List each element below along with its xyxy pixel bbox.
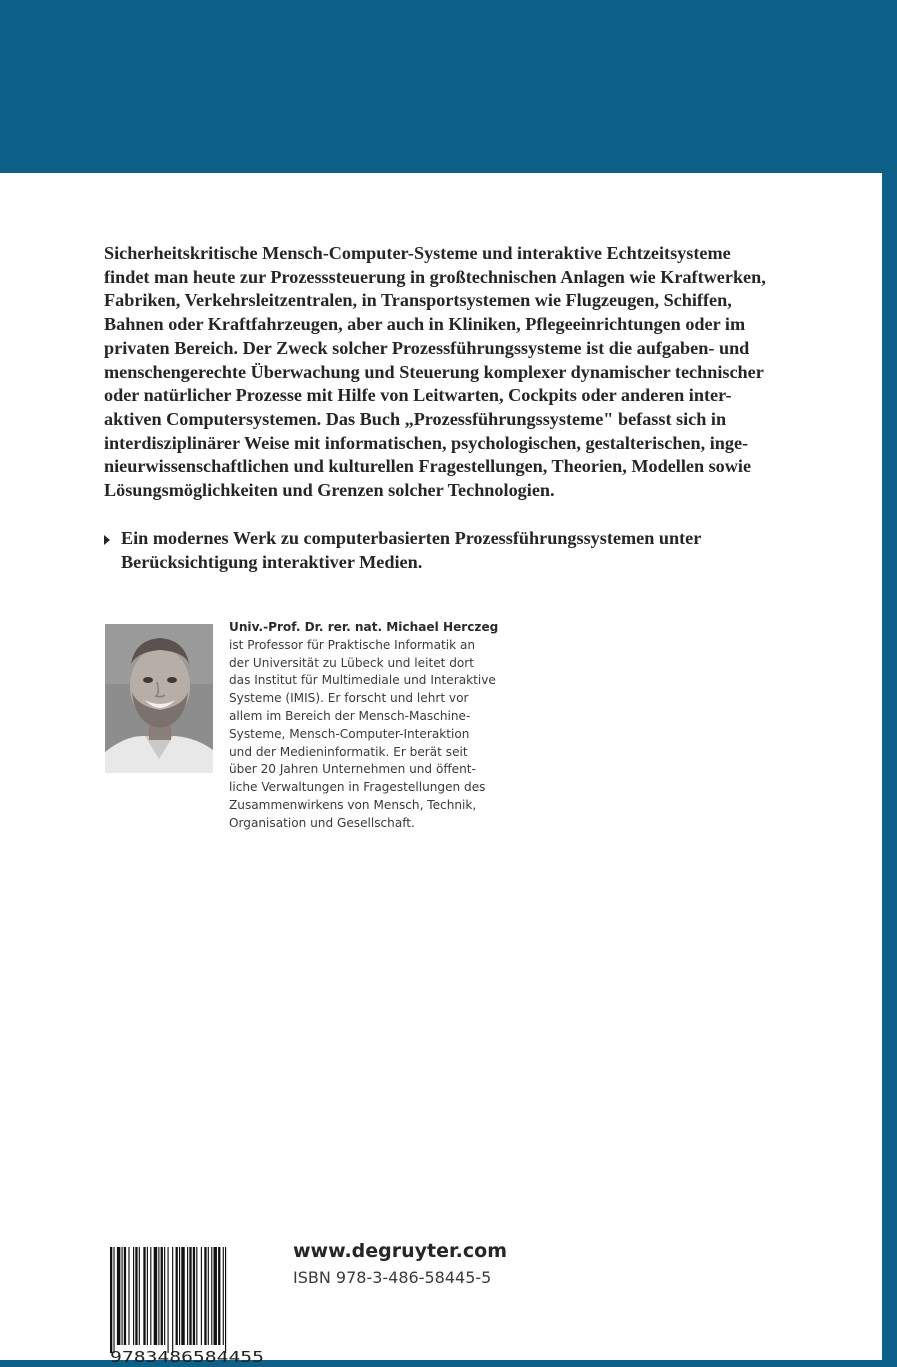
bio-line: Systeme (IMIS). Er forscht und lehrt vor	[229, 691, 469, 706]
barcode-bar	[135, 1247, 137, 1345]
bio-line: allem im Bereich der Mensch-Maschine-	[229, 708, 471, 723]
description-line: privaten Bereich. Der Zweck solcher Prozessführungssysteme ist die aufgaben- und	[104, 337, 750, 358]
barcode-bar	[172, 1247, 173, 1353]
barcode-bar	[218, 1247, 220, 1345]
barcode-bar	[223, 1247, 224, 1345]
description-line: oder natürlicher Prozesse mit Hilfe von Leitwarten, Cockpits oder anderen inter-	[104, 385, 732, 406]
description-line: Fabriken, Verkehrsleitzentralen, in Transportsystemen wie Flugzeugen, Schiffen,	[104, 290, 732, 311]
triangle-bullet-icon	[104, 535, 110, 545]
barcode-bar	[189, 1247, 191, 1345]
barcode-bar	[150, 1247, 151, 1345]
highlight-text	[121, 527, 701, 574]
barcode-bar	[147, 1247, 148, 1345]
description-line: interdisziplinärer Weise mit informatischen, psychologischen, gestalterischen, inge-	[104, 432, 749, 453]
barcode-bar	[211, 1247, 212, 1345]
bio-line: ist Professor für Praktische Informatik an	[229, 637, 476, 652]
description-line: aktiven Computersystemen. Das Buch „Prozessführungssysteme" befasst sich in	[104, 408, 727, 429]
description-line: Bahnen oder Kraftfahrzeugen, aber auch in Kliniken, Pflegeeinrichtungen oder im	[104, 314, 746, 335]
barcode-bar	[176, 1247, 178, 1345]
bio-line: der Universität zu Lübeck und leitet dort	[229, 655, 475, 670]
barcode-bar	[154, 1247, 157, 1345]
barcode-bar	[179, 1247, 180, 1345]
barcode-bar	[158, 1247, 159, 1345]
barcode-bar	[143, 1247, 145, 1345]
highlight-line: Berücksichtigung interaktiver Medien.	[121, 551, 423, 572]
barcode-bar	[214, 1247, 217, 1345]
author-bio	[229, 619, 529, 833]
barcode-bar	[133, 1247, 134, 1345]
bio-line: über 20 Jahren Unternehmen und öffent-	[229, 762, 476, 777]
bio-line: Zusammenwirkens von Mensch, Technik,	[229, 797, 477, 812]
barcode-bar	[128, 1247, 129, 1345]
barcode-bar	[201, 1247, 202, 1345]
barcode-bar	[193, 1247, 195, 1345]
bio-line: das Institut für Multimediale und Interaktive	[229, 673, 496, 688]
barcode-bar	[110, 1247, 112, 1353]
barcode-bar	[187, 1247, 188, 1345]
isbn-barcode	[108, 1247, 266, 1359]
author-portrait	[105, 624, 213, 773]
barcode-bar	[113, 1247, 114, 1353]
publisher-url: www.degruyter.com	[293, 1240, 507, 1262]
barcode-bar	[139, 1247, 140, 1345]
description-line: Lösungsmöglichkeiten und Grenzen solcher Technologien.	[104, 480, 555, 501]
barcode-bar	[208, 1247, 209, 1345]
barcode-bar	[225, 1247, 226, 1353]
barcode-bar	[164, 1247, 165, 1345]
bio-line: und der Medieninformatik. Er berät seit	[229, 744, 468, 759]
barcode-bar	[168, 1247, 169, 1353]
bio-line: Organisation und Gesellschaft.	[229, 815, 415, 830]
bio-line: liche Verwaltungen in Fragestellungen des	[229, 780, 486, 795]
barcode-number: 9783486584455	[110, 1348, 264, 1366]
barcode-bar	[161, 1247, 163, 1345]
barcode-digits	[108, 1347, 266, 1367]
description-line: Sicherheitskritische Mensch-Computer-Systeme und interaktive Echtzeitsysteme	[104, 243, 731, 263]
barcode-bar	[117, 1247, 120, 1345]
barcode-bar	[196, 1247, 197, 1345]
barcode-bar	[122, 1247, 123, 1345]
book-description	[104, 242, 794, 503]
bio-line: Systeme, Mensch-Computer-Interaktion	[229, 726, 470, 741]
description-line: nieurwissenschaftlichen und kulturellen Fragestellungen, Theorien, Modellen sowie	[104, 456, 752, 477]
highlight-line: Ein modernes Werk zu computerbasierten Prozessführungssystemen unter	[121, 528, 702, 548]
barcode-bar	[124, 1247, 126, 1345]
author-name: Univ.-Prof. Dr. rer. nat. Michael Herczeg	[229, 620, 499, 634]
back-cover-page	[0, 173, 882, 1366]
barcode-bar	[204, 1247, 206, 1345]
description-line: findet man heute zur Prozesssteuerung in großtechnischen Anlagen wie Kraftwerken,	[104, 266, 766, 287]
isbn-number: ISBN 978-3-486-58445-5	[293, 1268, 492, 1287]
barcode-bar	[181, 1247, 184, 1345]
description-line: menschengerechte Überwachung und Steuerung komplexer dynamischer technischer	[104, 361, 764, 382]
